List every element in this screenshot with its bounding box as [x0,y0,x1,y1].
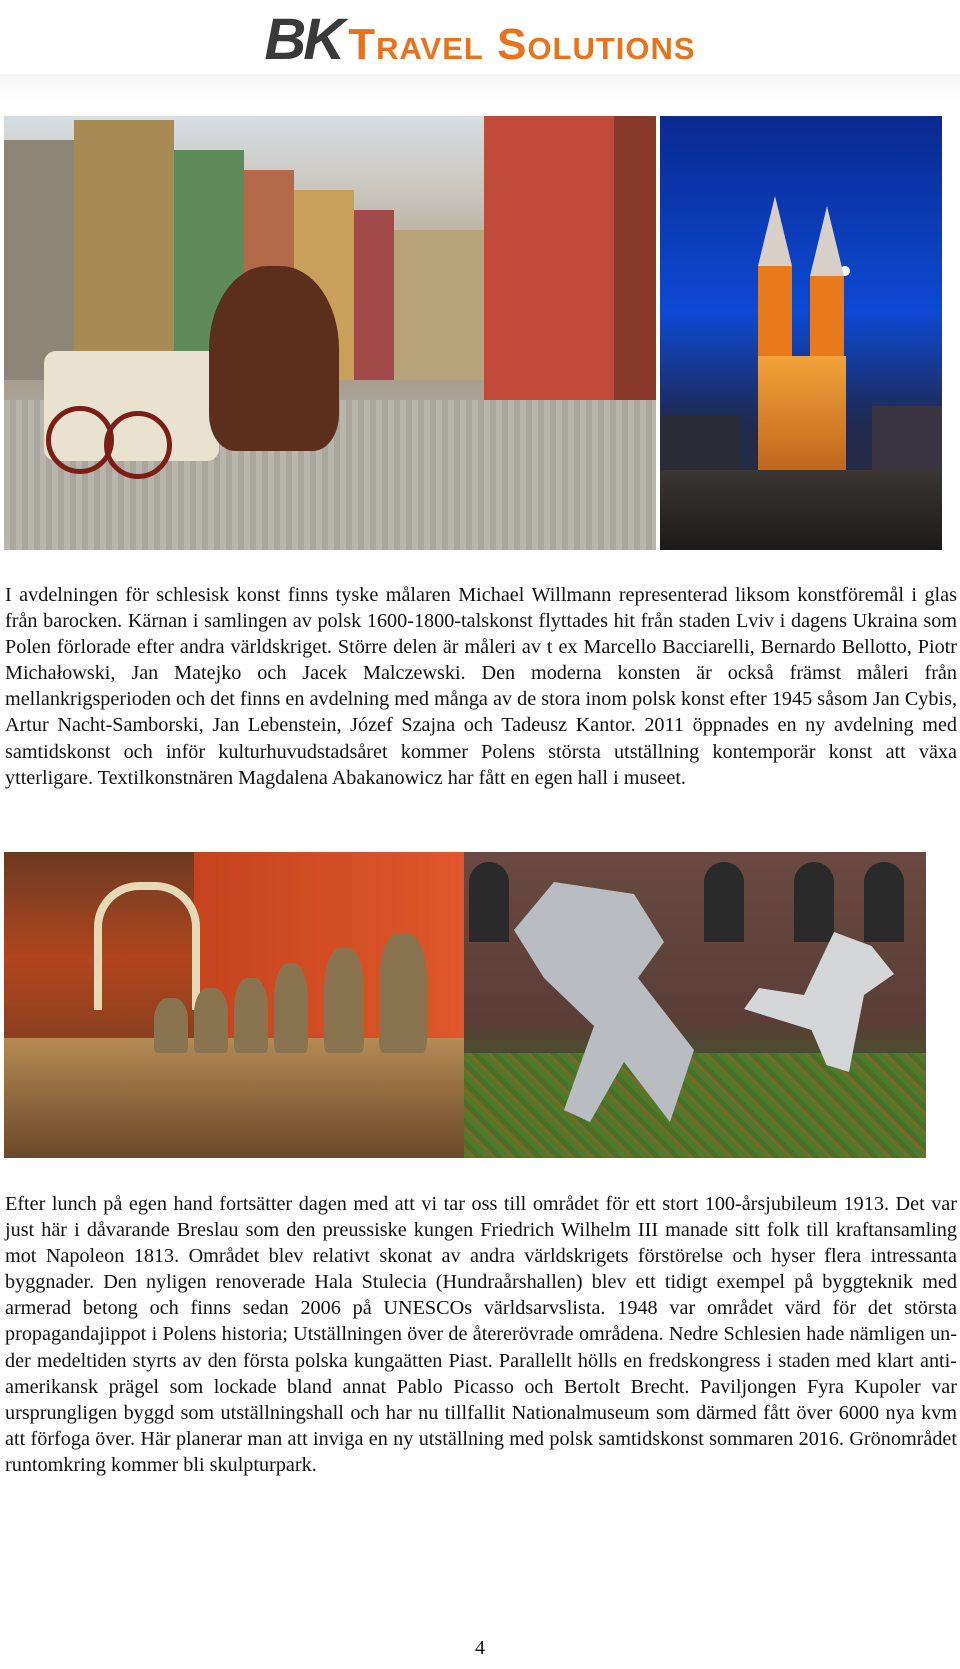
logo-reflection [0,74,960,104]
logo-mark: BK [264,7,343,72]
cathedral-night-photo [660,116,942,550]
page-number: 4 [475,1637,485,1659]
body-paragraph-1: I avdelningen för schlesisk konst finns tyske målaren Michael Willmann representerad liksom konstföremål i glas från barocken. Kärnan i samlingen av polsk 1600-1800-talskonst flyttades hit från staden Lviv i dagens Ukraina som Polen förlorade efter andra världskriget. Större delen är måleri av t ex Marcello Bacciarelli, Bernardo Bellotto, Piotr Michałowski, Jan Matejko och Jacek Malczewski. Den moderna konsten är också främst måleri från mellankrigsperioden och det finns en avdelning med många av de stora inom polsk konst efter 1945 såsom Jan Cybis, Artur Nacht-Samborski, Jan Lebenstein, Józef Szajna och Tadeusz Kantor. 2011 öppnades en ny avdelning med samtidskonst och inför kulturhuvudstadsåret kommer Polens största utställning kontemporär konst att växa ytterligare. Textilkonstnären Magdalena Abakanowicz har fått en egen hall i museet. [5,584,957,789]
outdoor-sculptures-photo [464,852,926,1158]
logo-wordmark: Travel Solutions [348,20,696,69]
company-logo [0,4,960,104]
gallery-sculptures-photo [4,852,464,1158]
market-square-photo [4,116,656,550]
body-paragraph-2: Efter lunch på egen hand fortsätter dagen med att vi tar oss till området för ett stort 100-årsjubileum 1913. Det var just här i dåvarande Breslau som den preussiske kungen Friedrich Wilhelm III manade sitt folk till kraftansamling mot Napoleon 1813. Området blev relativt skonat av andra världskrigets förstörelse och hyser flera intressanta byggnader. Den nyligen renoverade Hala Stulecia (Hundraårshallen) blev ett tidigt exempel på byggteknik med armerad betong och finns sedan 2006 på UNESCOs världsarvslista. 1948 var området värd för det största propagandajippot i Polens historia; Utställningen över de återerövrade områdena. Nedre Schlesien hade nämligen under medeltiden styrts av den första polska kungaätten Piast. Parallellt hölls en fredskongress i staden med klart anti-amerikansk prägel som lockade bland annat Pablo Picasso och Bertolt Brecht. Paviljongen Fyra Kupoler var ursprungligen byggd som utställningshall och har nu tillfallit Nationalmuseum som därmed fått över 6000 nya kvm att förfoga över. Här planerar man att inviga en ny utställning med polsk samtidskonst sommaren 2016. Grönområdet runtomkring kommer bli skulpturpark. [5,1193,957,1476]
